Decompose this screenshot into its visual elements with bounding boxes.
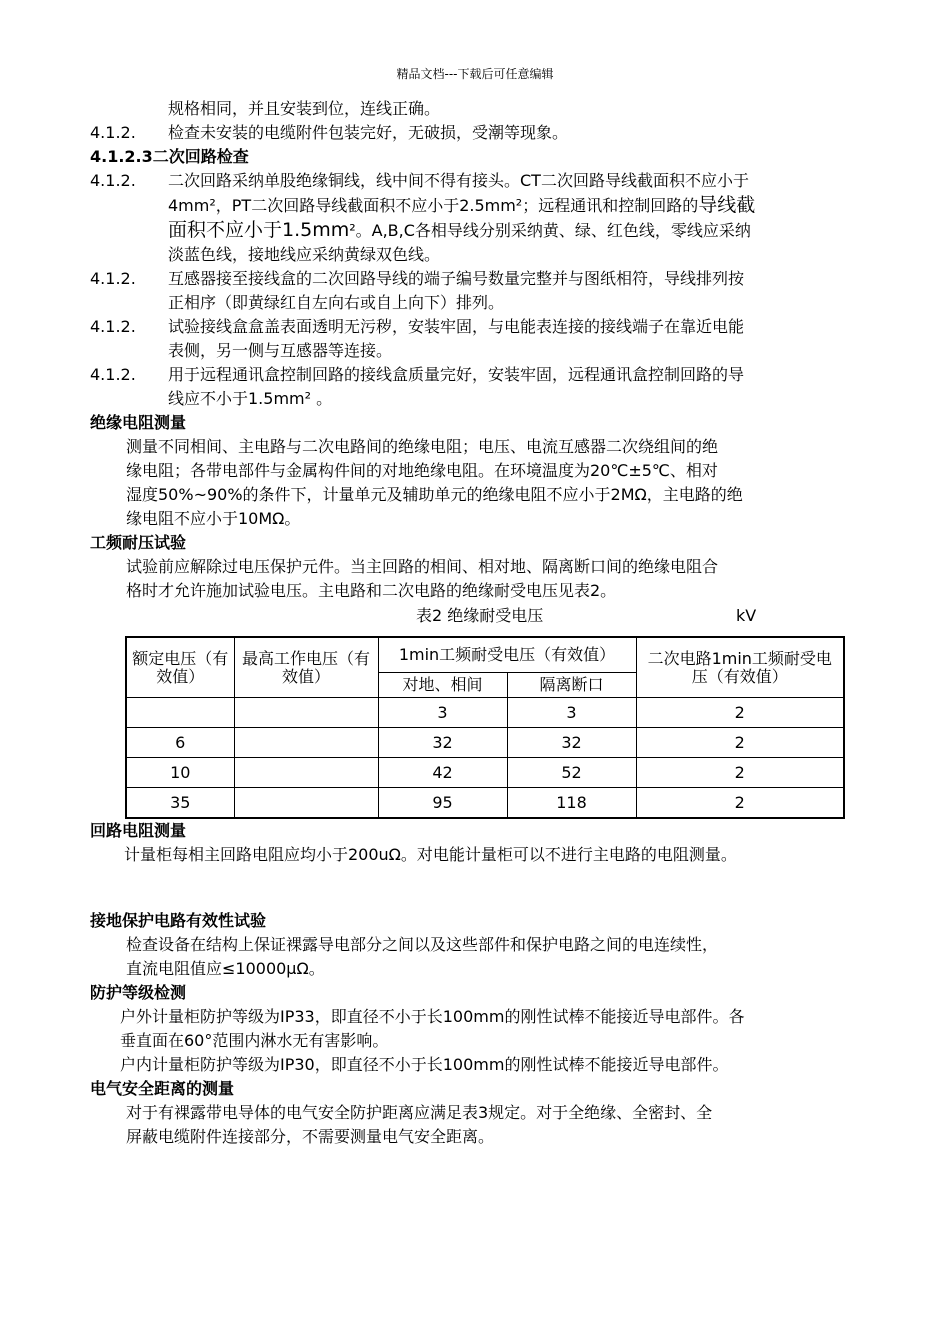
para-line: 检查设备在结构上保证裸露导电部分之间以及这些部件和保护电路之间的电连续性，	[126, 935, 719, 954]
cell-secondary: 2	[636, 758, 844, 788]
cell-ground: 32	[378, 728, 507, 758]
cell-ground: 42	[378, 758, 507, 788]
section-heading-withstand: 工频耐压试验	[90, 533, 187, 552]
table-row	[126, 758, 844, 788]
cell-ground: 3	[378, 698, 507, 728]
item-line-part-large: 导线截	[698, 194, 756, 216]
cell-max	[234, 758, 378, 788]
item-line-part: ²。A,B,C各相导线分别采纳黄、绿、红色线，零线应采纳	[349, 221, 751, 240]
item-number: 4.1.2.	[90, 365, 136, 384]
para-line: 户内计量柜防护等级为IP30，即直径不小于长100mm的刚性试棒不能接近导电部件。	[120, 1055, 729, 1074]
header-ground-phase: 对地、相间	[378, 673, 507, 698]
header-isolation: 隔离断口	[507, 673, 636, 698]
cell-max	[234, 728, 378, 758]
para-line: 测量不同相间、主电路与二次电路间的绝缘电阻；电压、电流互感器二次绕组间的绝	[126, 437, 719, 456]
item-line-part: 4mm²，PT二次回路导线截面积不应小于2.5mm²；远程通讯和控制回路的	[168, 196, 699, 215]
item-line-part-large: 面积不应小于1.5mm	[168, 219, 350, 241]
para-line: 缘电阻不应小于10MΩ。	[126, 509, 301, 528]
para-line: 屏蔽电缆附件连接部分，不需要测量电气安全距离。	[126, 1127, 495, 1146]
header-secondary-withstand: 二次电路1min工频耐受电压（有效值）	[636, 637, 844, 698]
section-heading-protection-level: 防护等级检测	[90, 983, 187, 1002]
continuation-line: 规格相同，并且安装到位，连线正确。	[168, 99, 441, 118]
item-line: 用于远程通讯盒控制回路的接线盒质量完好，安装牢固，远程通讯盒控制回路的导	[168, 365, 745, 384]
cell-secondary: 2	[636, 698, 844, 728]
table-caption-title: 表2 绝缘耐受电压	[416, 606, 544, 625]
item-number: 4.1.2.	[90, 123, 136, 142]
document-body	[90, 97, 860, 1149]
para-line: 湿度50%~90%的条件下，计量单元及辅助单元的绝缘电阻不应小于2MΩ，主电路的绝	[126, 485, 743, 504]
para-line: 试验前应解除过电压保护元件。当主回路的相间、相对地、隔离断口间的绝缘电阻合	[126, 557, 719, 576]
item-number: 4.1.2.	[90, 171, 136, 190]
para-line: 垂直面在60°范围内淋水无有害影响。	[120, 1031, 389, 1050]
item-terminal-check	[90, 267, 860, 291]
item-line	[90, 193, 860, 218]
ground-paragraph	[90, 933, 860, 981]
item-package-check	[90, 121, 860, 145]
cell-secondary: 2	[636, 728, 844, 758]
cell-rated: 10	[126, 758, 234, 788]
item-line: 试验接线盒盒盖表面透明无污秽，安装牢固，与电能表连接的接线端子在靠近电能	[168, 317, 745, 336]
para-line: 缘电阻；各带电部件与金属构件间的对地绝缘电阻。在环境温度为20℃±5℃、相对	[126, 461, 718, 480]
page-header: 精品文档---下载后可任意编辑	[396, 67, 554, 81]
section-heading-insulation: 绝缘电阻测量	[90, 413, 187, 432]
cell-rated	[126, 698, 234, 728]
cell-rated: 35	[126, 788, 234, 819]
item-remote-box	[90, 363, 860, 387]
para-line: 计量柜每相主回路电阻应均小于200uΩ。对电能计量柜可以不进行主电路的电阻测量。	[124, 845, 737, 864]
para-line: 对于有裸露带电导体的电气安全防护距离应满足表3规定。对于全绝缘、全密封、全	[126, 1103, 713, 1122]
cell-iso: 52	[507, 758, 636, 788]
cell-ground: 95	[378, 788, 507, 819]
table-header-row	[126, 637, 844, 673]
section-heading-loop-resistance: 回路电阻测量	[90, 821, 187, 840]
header-max-voltage: 最高工作电压（有效值）	[234, 637, 378, 698]
item-line: 表侧，另一侧与互感器等连接。	[168, 341, 393, 360]
item-line	[90, 218, 860, 243]
withstand-paragraph	[90, 555, 860, 603]
cell-max	[234, 698, 378, 728]
item-line: 线应不小于1.5mm² 。	[168, 389, 333, 408]
cell-rated: 6	[126, 728, 234, 758]
insulation-paragraph	[90, 435, 860, 531]
para-line: 格时才允许施加试验电压。主电路和二次电路的绝缘耐受电压见表2。	[126, 581, 617, 600]
cell-iso: 118	[507, 788, 636, 819]
item-number: 4.1.2.	[90, 317, 136, 336]
section-heading-secondary-loop: 4.1.2.3二次回路检查	[90, 147, 249, 166]
item-text: 检查未安装的电缆附件包装完好，无破损，受潮等现象。	[168, 123, 569, 142]
item-line: 互感器接至接线盒的二次回路导线的端子编号数量完整并与图纸相符，导线排列按	[168, 269, 745, 288]
header-rated-voltage: 额定电压（有效值）	[126, 637, 234, 698]
distance-paragraph	[90, 1101, 860, 1149]
cell-max	[234, 788, 378, 819]
item-number: 4.1.2.	[90, 269, 136, 288]
table-row	[126, 728, 844, 758]
cell-iso: 3	[507, 698, 636, 728]
item-line: 二次回路采纳单股绝缘铜线，线中间不得有接头。CT二次回路导线截面积不应小于	[168, 171, 749, 190]
protection-paragraph	[90, 1005, 860, 1077]
table-row	[126, 698, 844, 728]
para-line: 直流电阻值应≤10000μΩ。	[126, 959, 325, 978]
table-row	[126, 788, 844, 819]
loop-paragraph	[90, 843, 860, 867]
cell-iso: 32	[507, 728, 636, 758]
section-heading-safety-distance: 电气安全距离的测量	[90, 1079, 235, 1098]
item-line: 正相序（即黄绿红自左向右或自上向下）排列。	[168, 293, 505, 312]
cell-secondary: 2	[636, 788, 844, 819]
item-line: 淡蓝色线，接地线应采纳黄绿双色线。	[168, 245, 441, 264]
para-line: 户外计量柜防护等级为IP33，即直径不小于长100mm的刚性试棒不能接近导电部件。各	[120, 1007, 745, 1026]
withstand-voltage-table	[125, 636, 845, 819]
table-caption	[90, 603, 860, 629]
item-wire-spec	[90, 169, 860, 193]
header-1min-withstand: 1min工频耐受电压（有效值）	[378, 637, 636, 673]
section-heading-ground-protection: 接地保护电路有效性试验	[90, 911, 267, 930]
table-caption-unit: kV	[736, 606, 757, 625]
item-test-box	[90, 315, 860, 339]
